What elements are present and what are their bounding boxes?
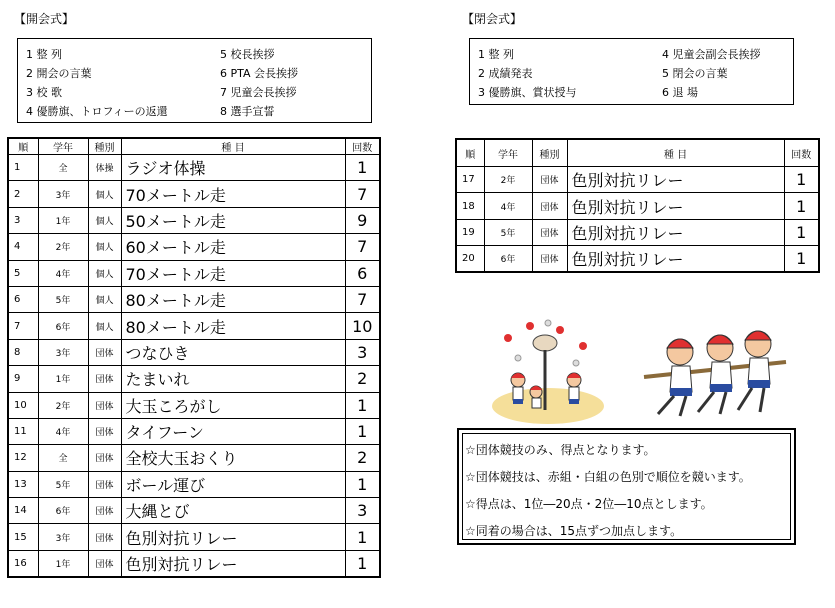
cell-event: 80メートル走 [121, 313, 345, 339]
cell-order: 6 [8, 286, 38, 312]
opening-item: 4 優勝旗、トロフィーの返還 [26, 105, 168, 118]
basket [533, 335, 557, 351]
cell-order: 3 [8, 207, 38, 233]
cell-count: 7 [345, 286, 380, 312]
cell-grade: 全 [38, 445, 88, 471]
table-row [8, 471, 380, 497]
cell-order: 13 [8, 471, 38, 497]
cell-event: ラジオ体操 [121, 155, 345, 181]
cell-count: 7 [345, 181, 380, 207]
table-row [8, 260, 380, 286]
rule-text: ☆団体競技は、赤組・白組の色別で順位を競います。 [465, 470, 751, 484]
cell-grade: 2年 [484, 167, 532, 193]
cell-order: 19 [456, 219, 484, 245]
cell-count: 3 [345, 498, 380, 524]
cell-order: 1 [8, 155, 38, 181]
ball-toss-illustration [488, 318, 608, 426]
cell-type: 団体 [532, 193, 567, 219]
cell-grade: 3年 [38, 181, 88, 207]
cell-event: 色別対抗リレー [567, 167, 784, 193]
cell-grade: 3年 [38, 524, 88, 550]
table-row [8, 392, 380, 418]
cell-count: 1 [345, 524, 380, 550]
cell-type: 団体 [88, 550, 121, 576]
cell-grade: 2年 [38, 392, 88, 418]
cell-order: 16 [8, 550, 38, 576]
cell-grade: 4年 [38, 260, 88, 286]
cell-type: 団体 [88, 524, 121, 550]
cell-count: 1 [345, 418, 380, 444]
cell-grade: 全 [38, 155, 88, 181]
cell-event: 大縄とび [121, 498, 345, 524]
cell-order: 4 [8, 234, 38, 260]
cell-grade: 1年 [38, 207, 88, 233]
cell-type: 団体 [532, 246, 567, 272]
cell-grade: 6年 [38, 498, 88, 524]
opening-item: 2 開会の言葉 [26, 67, 92, 80]
closing-item: 1 整 列 [478, 48, 514, 61]
cell-count: 3 [345, 339, 380, 365]
cell-type: 団体 [88, 445, 121, 471]
cell-event: 70メートル走 [121, 260, 345, 286]
cell-type: 団体 [532, 167, 567, 193]
opening-item: 5 校長挨拶 [220, 48, 275, 61]
cell-event: 70メートル走 [121, 181, 345, 207]
rule-text: ☆同着の場合は、15点ずつ加点します。 [465, 524, 683, 538]
rule-text: ☆得点は、1位―20点・2位―10点とします。 [465, 497, 713, 511]
cell-event: 色別対抗リレー [121, 550, 345, 576]
cell-count: 7 [345, 234, 380, 260]
cell-event: 色別対抗リレー [567, 246, 784, 272]
header-count: 回数 [784, 139, 819, 167]
cell-grade: 3年 [38, 339, 88, 365]
cell-grade: 4年 [38, 418, 88, 444]
cell-order: 5 [8, 260, 38, 286]
cell-event: 80メートル走 [121, 286, 345, 312]
cell-type: 個人 [88, 207, 121, 233]
rule-text: ☆団体競技のみ、得点となります。 [465, 443, 656, 457]
cell-event: 60メートル走 [121, 234, 345, 260]
closing-item: 5 閉会の言葉 [662, 67, 728, 80]
header-grade: 学年 [484, 139, 532, 167]
child-puller [738, 331, 771, 412]
cell-grade: 6年 [38, 313, 88, 339]
cell-order: 15 [8, 524, 38, 550]
table-row [456, 193, 819, 219]
closing-ceremony-box [469, 38, 794, 105]
table-row [8, 207, 380, 233]
header-type: 種別 [88, 138, 121, 155]
cell-count: 1 [345, 550, 380, 576]
cell-order: 7 [8, 313, 38, 339]
cell-event: 色別対抗リレー [567, 193, 784, 219]
header-event: 種 目 [567, 139, 784, 167]
opening-ceremony-box [17, 38, 372, 123]
table-row [8, 550, 380, 576]
closing-item: 3 優勝旗、賞状授与 [478, 86, 577, 99]
cell-count: 2 [345, 366, 380, 392]
program-table-left [7, 137, 381, 578]
cell-order: 11 [8, 418, 38, 444]
cell-count: 6 [345, 260, 380, 286]
cell-event: 全校大玉おくり [121, 445, 345, 471]
cell-type: 個人 [88, 286, 121, 312]
header-order: 順 [456, 139, 484, 167]
child-puller [698, 335, 733, 414]
cell-grade: 5年 [484, 219, 532, 245]
cell-type: 個人 [88, 234, 121, 260]
header-grade: 学年 [38, 138, 88, 155]
table-row [8, 181, 380, 207]
table-row [8, 524, 380, 550]
table-row [8, 155, 380, 181]
cell-event: たまいれ [121, 366, 345, 392]
cell-count: 1 [345, 471, 380, 497]
ground-patch [492, 388, 604, 424]
table-header-row [456, 139, 819, 167]
table-row [456, 246, 819, 272]
opening-item: 7 児童会長挨拶 [220, 86, 297, 99]
cell-type: 団体 [88, 339, 121, 365]
table-header-row [8, 138, 380, 155]
cell-type: 体操 [88, 155, 121, 181]
table-row [8, 498, 380, 524]
cell-order: 10 [8, 392, 38, 418]
table-row [8, 418, 380, 444]
cell-event: ボール運び [121, 471, 345, 497]
cell-count: 2 [345, 445, 380, 471]
cell-grade: 2年 [38, 234, 88, 260]
cell-order: 14 [8, 498, 38, 524]
cell-type: 団体 [88, 471, 121, 497]
closing-item: 2 成績発表 [478, 67, 533, 80]
child-puller [658, 339, 693, 416]
cell-grade: 1年 [38, 366, 88, 392]
closing-ceremony-title: 【閉会式】 [462, 12, 523, 26]
cell-count: 1 [345, 392, 380, 418]
header-order: 順 [8, 138, 38, 155]
opening-item: 8 選手宣誓 [220, 105, 275, 118]
closing-item: 6 退 場 [662, 86, 698, 99]
table-row [8, 366, 380, 392]
cell-type: 個人 [88, 260, 121, 286]
cell-type: 団体 [88, 498, 121, 524]
opening-item: 1 整 列 [26, 48, 62, 61]
cell-type: 団体 [88, 392, 121, 418]
cell-order: 2 [8, 181, 38, 207]
cell-type: 個人 [88, 313, 121, 339]
cell-event: 大玉ころがし [121, 392, 345, 418]
table-row [456, 167, 819, 193]
cell-grade: 1年 [38, 550, 88, 576]
opening-ceremony-title: 【開会式】 [14, 12, 75, 26]
tug-of-war-illustration [640, 322, 790, 422]
cell-order: 8 [8, 339, 38, 365]
table-row [8, 445, 380, 471]
cell-count: 1 [784, 219, 819, 245]
cell-order: 9 [8, 366, 38, 392]
cell-order: 20 [456, 246, 484, 272]
cell-grade: 5年 [38, 471, 88, 497]
header-type: 種別 [532, 139, 567, 167]
cell-event: つなひき [121, 339, 345, 365]
table-row [8, 313, 380, 339]
cell-count: 10 [345, 313, 380, 339]
cell-order: 18 [456, 193, 484, 219]
cell-event: 色別対抗リレー [567, 219, 784, 245]
header-event: 種 目 [121, 138, 345, 155]
cell-event: 色別対抗リレー [121, 524, 345, 550]
scoring-rules-box [457, 428, 796, 545]
opening-item: 3 校 歌 [26, 86, 62, 99]
cell-order: 12 [8, 445, 38, 471]
program-table-right [455, 138, 820, 273]
cell-order: 17 [456, 167, 484, 193]
cell-type: 団体 [532, 219, 567, 245]
cell-type: 団体 [88, 418, 121, 444]
table-row [456, 219, 819, 245]
cell-count: 1 [784, 246, 819, 272]
closing-item: 4 児童会副会長挨拶 [662, 48, 761, 61]
cell-count: 1 [784, 193, 819, 219]
cell-event: タイフーン [121, 418, 345, 444]
cell-type: 団体 [88, 366, 121, 392]
table-row [8, 234, 380, 260]
cell-grade: 6年 [484, 246, 532, 272]
cell-count: 9 [345, 207, 380, 233]
table-row [8, 286, 380, 312]
cell-event: 50メートル走 [121, 207, 345, 233]
opening-item: 6 PTA 会長挨拶 [220, 67, 299, 80]
cell-count: 1 [345, 155, 380, 181]
cell-count: 1 [784, 167, 819, 193]
cell-grade: 5年 [38, 286, 88, 312]
header-count: 回数 [345, 138, 380, 155]
cell-type: 個人 [88, 181, 121, 207]
table-row [8, 339, 380, 365]
cell-grade: 4年 [484, 193, 532, 219]
